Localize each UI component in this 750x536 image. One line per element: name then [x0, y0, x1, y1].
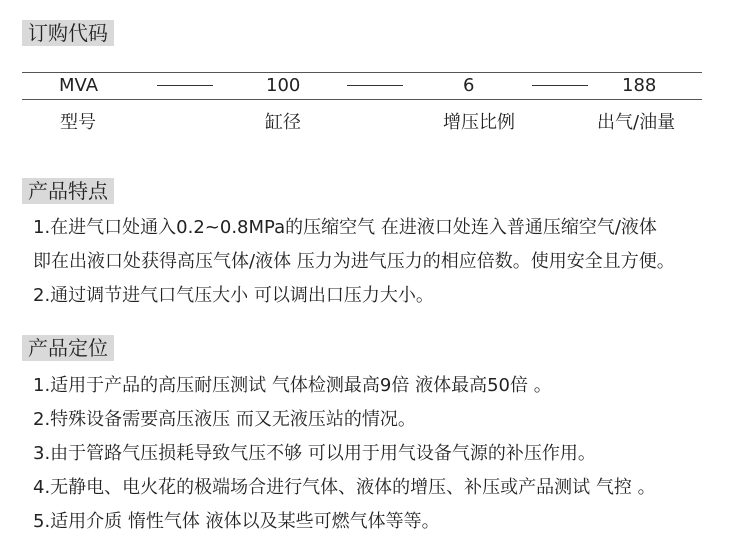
- code-top-rule: [22, 72, 702, 73]
- positioning-title: 产品定位: [22, 335, 114, 361]
- code-bore-label: 缸径: [265, 112, 301, 133]
- positioning-line: 3.由于管路气压损耗导致气压不够 可以用于用气设备气源的补压作用。: [33, 443, 596, 464]
- code-model-label: 型号: [60, 112, 96, 133]
- code-flow-value: 188: [622, 75, 657, 96]
- code-bore-value: 100: [266, 75, 301, 96]
- positioning-line: 1.适用于产品的高压耐压测试 气体检测最高9倍 液体最高50倍 。: [33, 375, 552, 396]
- code-separator: [532, 85, 588, 86]
- order-code-title: 订购代码: [22, 20, 114, 46]
- features-line: 即在出液口处获得高压气体/液体 压力为进气压力的相应倍数。使用安全且方便。: [33, 251, 675, 272]
- positioning-line: 5.适用介质 惰性气体 液体以及某些可燃气体等等。: [33, 511, 440, 532]
- code-flow-label: 出气/油量: [597, 112, 676, 133]
- code-bottom-rule: [22, 99, 702, 100]
- positioning-line: 2.特殊设备需要高压液压 而又无液压站的情况。: [33, 409, 416, 430]
- code-model-value: MVA: [59, 75, 99, 96]
- code-ratio-value: 6: [463, 75, 475, 96]
- code-ratio-label: 增压比例: [443, 112, 515, 133]
- positioning-line: 4.无静电、电火花的极端场合进行气体、液体的增压、补压或产品测试 气控 。: [33, 477, 656, 498]
- features-line: 1.在进气口处通入0.2~0.8MPa的压缩空气 在进液口处连入普通压缩空气/液体: [33, 217, 657, 238]
- features-title: 产品特点: [22, 178, 114, 204]
- code-separator: [157, 85, 213, 86]
- order-code-row: [22, 72, 702, 100]
- features-line: 2.通过调节进气口气压大小 可以调出口压力大小。: [33, 285, 434, 306]
- code-separator: [347, 85, 403, 86]
